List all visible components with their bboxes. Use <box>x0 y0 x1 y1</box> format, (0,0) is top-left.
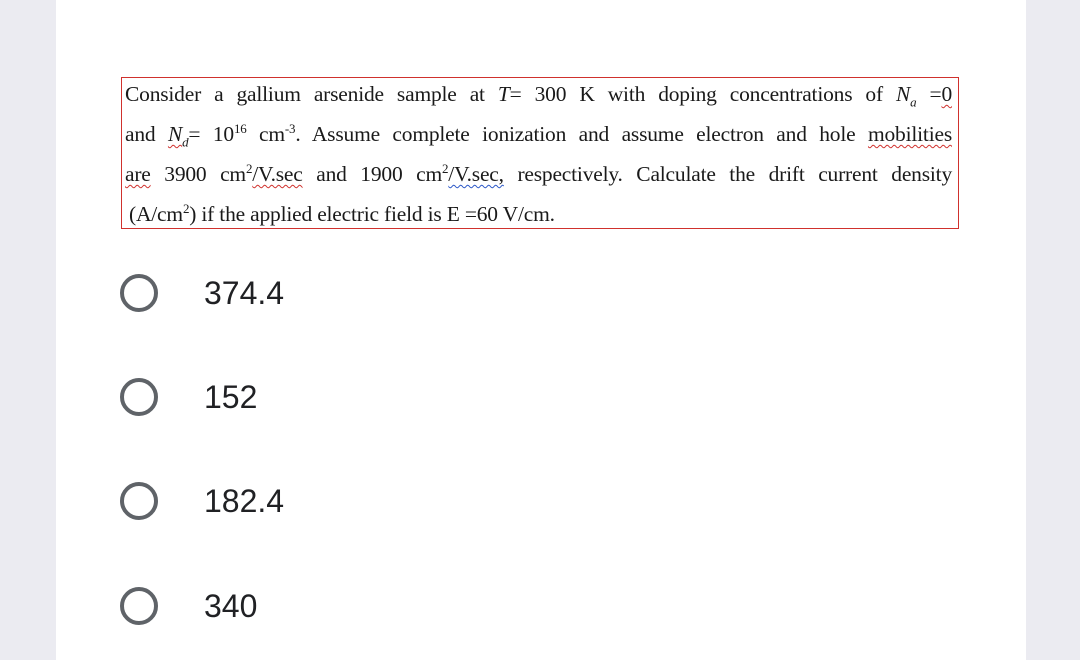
answer-option-3[interactable] <box>120 473 284 529</box>
acceptor-value: 0 <box>941 82 953 106</box>
question-text-part: cm <box>246 122 285 146</box>
question-text-part: ) if the applied electric field is E =60 V/cm. <box>189 202 555 226</box>
radio-button-icon[interactable] <box>120 482 158 520</box>
radio-button-icon[interactable] <box>120 274 158 312</box>
option-label: 152 <box>204 378 258 415</box>
radio-button-icon[interactable] <box>120 378 158 416</box>
question-text-part: = 10 <box>188 122 234 146</box>
answer-option-1[interactable] <box>120 265 284 321</box>
question-text-part: (A/cm <box>129 202 183 226</box>
question-text <box>121 77 959 229</box>
question-line-4 <box>125 198 952 238</box>
option-label: 182.4 <box>204 482 285 519</box>
question-line-1 <box>125 78 952 118</box>
question-text-part: = 300 K with doping concentrations of <box>509 82 896 106</box>
question-line-2 <box>125 118 952 158</box>
radio-button-icon[interactable] <box>120 587 158 625</box>
answer-option-4[interactable] <box>120 578 257 634</box>
question-line-3 <box>125 158 952 198</box>
exponent: 2 <box>245 160 253 176</box>
question-text-part: /V.sec <box>252 162 303 186</box>
exponent: -3 <box>284 120 296 136</box>
question-text-part: and 1900 cm <box>302 162 442 186</box>
option-label: 374.4 <box>204 274 285 311</box>
question-text-part: mobilities <box>867 122 952 146</box>
question-text-part: = <box>916 82 942 106</box>
question-text-part: /V.sec, <box>448 162 504 186</box>
question-text-part: and <box>125 122 168 146</box>
question-text-part: . Assume complete ionization and assume electron and hole <box>295 122 868 146</box>
acceptor-subscript: a <box>910 94 917 110</box>
exponent: 16 <box>233 120 247 136</box>
temperature-symbol: T <box>497 82 510 106</box>
answer-option-2[interactable] <box>120 369 257 425</box>
question-text-part: respectively. Calculate the drift current density <box>503 162 952 186</box>
question-text-part: 3900 cm <box>150 162 246 186</box>
exponent: 2 <box>182 200 190 216</box>
option-label: 340 <box>204 587 258 624</box>
donor-symbol: $N_d$ <box>167 122 189 150</box>
question-text-part: are <box>125 162 151 186</box>
exponent: 2 <box>441 160 449 176</box>
question-text-part: Consider a gallium arsenide sample at <box>125 82 498 106</box>
acceptor-symbol: N <box>896 82 911 106</box>
